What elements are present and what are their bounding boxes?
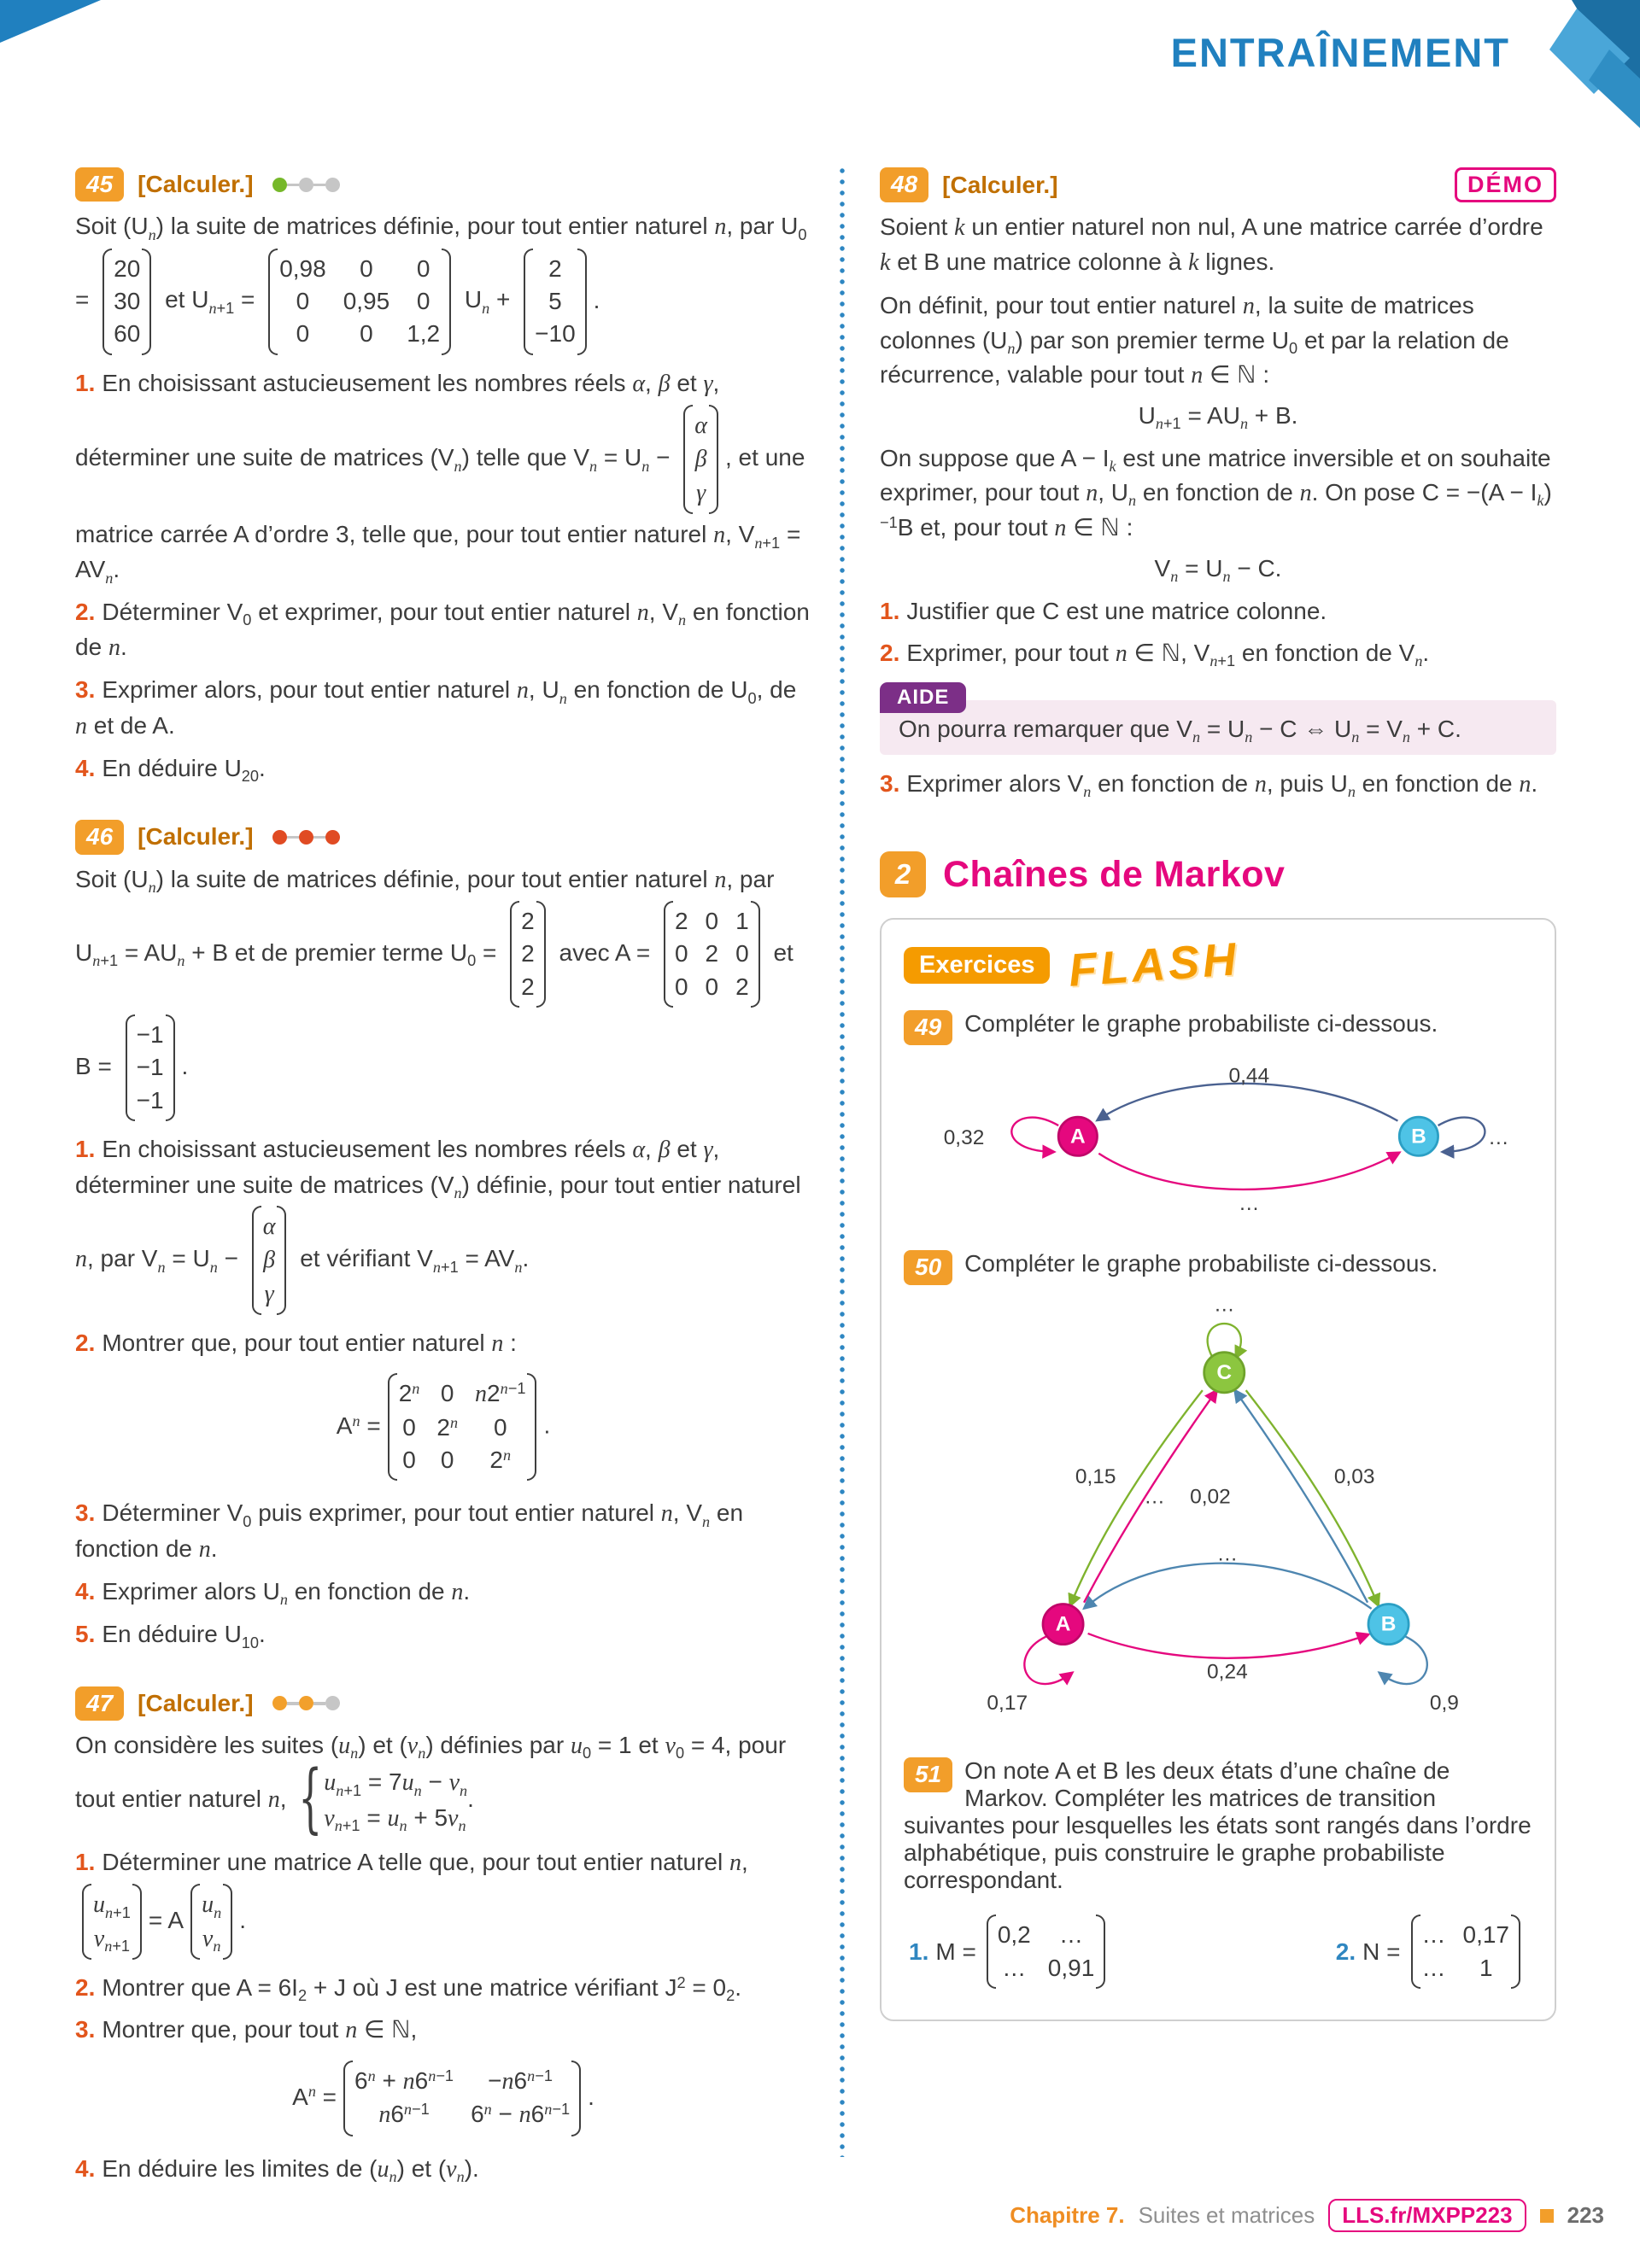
exercise-50-text: Compléter le graphe probabiliste ci-dessous. bbox=[964, 1250, 1438, 1277]
matrix-cell: 0 bbox=[402, 1447, 416, 1474]
text-run: . bbox=[593, 286, 600, 313]
matrix-cell: 2$^n$ bbox=[436, 1413, 459, 1441]
self-loop-b bbox=[1438, 1118, 1485, 1152]
exercise-47-q4 bbox=[75, 2152, 811, 2187]
text-run: Montrer que $A = 6I_2 + J$ où J est une matrice vérifiant $J^2 = 0_2$. bbox=[102, 1974, 742, 2005]
exercise-46-equation bbox=[75, 1370, 811, 1484]
aide-label: AIDE bbox=[880, 682, 966, 713]
exercise-51-text: On note A et B les deux états d’une chaîne de Markov. Compléter les matrices de transition suivantes pour lesquelles les états sont rangés dans l’ordre alphabétique, puis construire le graphe probabiliste correspondant. bbox=[904, 1757, 1532, 1894]
exercise-47-q2 bbox=[75, 1971, 811, 2005]
exercise-45-q4 bbox=[75, 751, 811, 786]
matrix-cell: 0 bbox=[440, 1447, 454, 1474]
exercise-45 bbox=[75, 167, 811, 786]
question-number: 2. bbox=[880, 639, 900, 666]
exercise-50 bbox=[904, 1250, 1532, 1728]
text-run: En déduire $U_{20}$. bbox=[102, 755, 266, 786]
matrix-m bbox=[987, 1914, 1105, 1989]
difficulty-dot bbox=[325, 178, 340, 192]
text-run: = A bbox=[148, 1907, 184, 1934]
matrix-cell: … bbox=[1002, 1954, 1027, 1981]
right-column bbox=[880, 167, 1556, 2021]
text-run: Exprimer alors $V_n$ en fonction de n, puis $U_n$ en fonction de n. bbox=[906, 770, 1538, 801]
text-run: . bbox=[239, 1907, 246, 1934]
aide-text: On pourra remarquer que $V_n = U_n - C$ ⇔ $U_n = V_n + C$. bbox=[899, 716, 1461, 746]
matrix-an bbox=[343, 2060, 581, 2136]
exercise-48-q3 bbox=[880, 767, 1556, 802]
exercise-45-q2 bbox=[75, 595, 811, 666]
edge-c-to-a bbox=[1071, 1391, 1203, 1605]
text-run: Justifier que C est une matrice colonne. bbox=[906, 597, 1327, 624]
text-run: et $U_{n+1}$ = bbox=[165, 286, 255, 317]
text-run: , et une matrice carrée A d’ordre 3, telle que, pour tout entier naturel n, $V_{n+1} = AV_n$. bbox=[75, 444, 805, 587]
method-tag: [Calculer.] bbox=[138, 1689, 254, 1716]
matrix-cell: 0 bbox=[296, 287, 310, 314]
question-number: 3. bbox=[75, 1499, 96, 1527]
matrix-cell: 0 bbox=[674, 940, 688, 967]
text-run: Déterminer $V_0$ et exprimer, pour tout entier naturel n, $V_n$ en fonction de n. bbox=[75, 598, 810, 662]
exercise-number-badge: 45 bbox=[75, 167, 124, 202]
matrix-cell: $u_n$ bbox=[202, 1891, 222, 1921]
text-run: $U_n$ + bbox=[464, 286, 511, 317]
edge-b-to-a bbox=[1086, 1564, 1372, 1609]
exercise-46-header bbox=[75, 820, 811, 854]
exercise-number-badge: 47 bbox=[75, 1686, 124, 1721]
node-c-label: C bbox=[1216, 1361, 1233, 1385]
exercise-49 bbox=[904, 1010, 1532, 1221]
exercise-46-q2 bbox=[75, 1326, 811, 1361]
text-run: et vérifiant $V_{n+1} = AV_n$. bbox=[300, 1245, 530, 1276]
text-run: . bbox=[588, 2083, 594, 2110]
page-header-title: ENTRAÎNEMENT bbox=[1170, 30, 1510, 75]
text-run: Montrer que, pour tout n ∈ ℕ, bbox=[102, 2016, 418, 2044]
equation-system bbox=[312, 1763, 467, 1838]
edge-label-b-to-a: 0,44 bbox=[1228, 1064, 1270, 1088]
loop-label-a: 0,32 bbox=[943, 1126, 985, 1150]
exercise-48-q1 bbox=[880, 594, 1556, 628]
exercise-number-badge: 50 bbox=[904, 1250, 952, 1284]
text-run: On considère les suites $(u_n)$ et $(v_n)$ définies par $u_0 = 1$ et $v_0 = 4$, pour tout entier naturel n, bbox=[75, 1731, 787, 1813]
matrix-cell: 2 bbox=[674, 907, 688, 934]
matrix-cell: $6^n - n6^{n-1}$ bbox=[471, 2101, 571, 2129]
matrix-cell: 0 bbox=[705, 907, 719, 934]
matrix-cell: γ bbox=[264, 1280, 274, 1307]
edge-c-to-b bbox=[1246, 1391, 1378, 1605]
matrix-cell: β bbox=[694, 446, 707, 473]
matrix-cell: 0,98 bbox=[279, 254, 326, 282]
question-number: 1. bbox=[880, 597, 900, 624]
loop-label-b: … bbox=[1488, 1126, 1509, 1150]
difficulty-dot bbox=[272, 178, 287, 192]
difficulty-indicator bbox=[272, 178, 340, 192]
matrix-a bbox=[268, 248, 451, 355]
matrix-cell: 0,17 bbox=[1462, 1921, 1509, 1949]
equation-lhs: $A^n$ = bbox=[336, 1412, 381, 1439]
matrix-cell: 2 bbox=[521, 973, 535, 1000]
matrix-b bbox=[524, 248, 587, 355]
matrix-cell: 0,91 bbox=[1047, 1954, 1095, 1981]
matrix-a bbox=[664, 901, 760, 1008]
edge-label-b-to-c: 0,02 bbox=[1190, 1485, 1231, 1509]
method-tag: [Calculer.] bbox=[138, 823, 254, 850]
edge-label-a-to-b: 0,24 bbox=[1207, 1661, 1248, 1685]
self-loop-a bbox=[1011, 1118, 1058, 1152]
matrix-cell: … bbox=[1059, 1921, 1084, 1949]
demo-badge: DÉMO bbox=[1455, 167, 1556, 202]
matrix-cell: 5 bbox=[548, 287, 562, 314]
section-title: Chaînes de Markov bbox=[943, 853, 1286, 895]
exercise-48-header bbox=[880, 167, 1556, 202]
flash-title: FLASH bbox=[1067, 933, 1242, 997]
matrix-cell: 0 bbox=[360, 320, 373, 348]
question-number: 1. bbox=[909, 1938, 929, 1965]
lls-link-badge[interactable]: LLS.fr/MXPP223 bbox=[1328, 2199, 1526, 2232]
question-number: 1. bbox=[75, 1849, 96, 1875]
matrix-cell: 2 bbox=[521, 907, 535, 934]
exercise-47-q3 bbox=[75, 2013, 811, 2048]
node-b-label: B bbox=[1380, 1613, 1397, 1637]
exercise-47-equation bbox=[75, 2057, 811, 2140]
exercise-48 bbox=[880, 167, 1556, 802]
text-run: Exprimer alors, pour tout entier naturel n, $U_n$ en fonction de $U_0$, de n et de A. bbox=[75, 676, 797, 739]
loop-label-c: … bbox=[1214, 1294, 1235, 1318]
method-tag: [Calculer.] bbox=[942, 171, 1058, 198]
exercise-49-text: Compléter le graphe probabiliste ci-dessous. bbox=[964, 1010, 1438, 1038]
text-run: En choisissant astucieusement les nombres réels α, β et γ, déterminer une suite de matrices $(V_n)$ telle que $V_n = U_n$ − bbox=[75, 369, 720, 475]
exercise-45-q1 bbox=[75, 366, 811, 587]
difficulty-dot bbox=[299, 1696, 313, 1710]
matrix-cell: 2 bbox=[521, 940, 535, 967]
edge-label-a-to-c: … bbox=[1144, 1485, 1165, 1509]
matrix-cell: −1 bbox=[136, 1021, 164, 1049]
question-number: 2. bbox=[75, 1329, 96, 1356]
matrix-cell: 0 bbox=[360, 254, 373, 282]
exercise-number-badge: 49 bbox=[904, 1010, 952, 1044]
exercise-46-q5 bbox=[75, 1617, 811, 1651]
matrix-cell: 0 bbox=[402, 1413, 416, 1441]
exercise-46-intro bbox=[75, 862, 811, 1125]
text-run: . bbox=[543, 1412, 551, 1439]
matrix-cell: α bbox=[262, 1213, 276, 1240]
exercise-48-equation-2: $V_n = U_n - C$. bbox=[1154, 554, 1282, 585]
section-header-markov bbox=[880, 851, 1556, 897]
matrix-cell: $6^n + n6^{n-1}$ bbox=[354, 2066, 454, 2095]
edge-b-to-a bbox=[1098, 1084, 1397, 1121]
text-run: Exprimer, pour tout n ∈ ℕ, $V_{n+1}$ en fonction de $V_n$. bbox=[906, 639, 1430, 670]
matrix-m-item bbox=[909, 1911, 1112, 1992]
difficulty-indicator bbox=[272, 830, 340, 845]
exercise-48-p2: On définit, pour tout entier naturel n, la suite de matrices colonnes $(U_n)$ par son premier terme $U_0$ et par la relation de récurrence, valable pour tout n ∈ ℕ : bbox=[880, 291, 1509, 389]
text-run: . bbox=[181, 1052, 189, 1079]
equation-lhs: $A^n$ = bbox=[292, 2083, 337, 2110]
loop-label-b: 0,9 bbox=[1429, 1692, 1459, 1716]
loop-label-a: 0,17 bbox=[987, 1692, 1028, 1716]
column-separator bbox=[840, 167, 845, 2157]
probability-graph-49 bbox=[923, 1051, 1513, 1218]
exercise-46 bbox=[75, 820, 811, 1651]
matrix-cell: 1 bbox=[735, 907, 749, 934]
question-number: 4. bbox=[75, 2154, 96, 2182]
matrix-cell: … bbox=[1421, 1921, 1446, 1949]
matrix-cell: γ bbox=[696, 479, 706, 506]
matrix-n-lhs: N = bbox=[1362, 1938, 1401, 1965]
question-number: 3. bbox=[75, 2016, 96, 2043]
exercise-46-q4 bbox=[75, 1575, 811, 1610]
method-tag: [Calculer.] bbox=[138, 171, 254, 198]
exercices-badge: Exercices bbox=[904, 947, 1050, 984]
exercise-48-p3: On suppose que $A - I_k$ est une matrice inversible et on souhaite exprimer, pour tout n, $U_n$ en fonction de n. On pose $C = -(A - I_k)^{-1}B$ et, pour tout n ∈ ℕ : bbox=[880, 444, 1552, 542]
question-number: 4. bbox=[75, 755, 96, 782]
matrix-cell: 2 bbox=[705, 940, 719, 967]
text-run: Déterminer une matrice A telle que, pour tout entier naturel n, bbox=[102, 1849, 748, 1876]
matrix-cell: 0,2 bbox=[997, 1921, 1031, 1949]
exercise-51 bbox=[904, 1757, 1532, 1992]
matrix-cell: $n2^{n-1}$ bbox=[475, 1380, 526, 1408]
matrix-greek bbox=[252, 1206, 287, 1315]
edge-b-to-c bbox=[1236, 1392, 1368, 1603]
exercise-46-q1 bbox=[75, 1132, 811, 1318]
matrix-n-item bbox=[1336, 1911, 1527, 1992]
node-b-label: B bbox=[1411, 1125, 1426, 1149]
footer-square-decoration bbox=[1540, 2209, 1554, 2223]
question-number: 3. bbox=[880, 770, 900, 798]
matrix-cell: 0 bbox=[296, 320, 310, 348]
edge-a-to-b bbox=[1098, 1154, 1397, 1190]
matrix-cell: 0 bbox=[416, 254, 430, 282]
exercise-number-badge: 46 bbox=[75, 820, 124, 854]
matrix-cell: $u_{n+1}$ bbox=[93, 1891, 131, 1921]
difficulty-dot bbox=[325, 1696, 340, 1710]
matrix-cell: 2$^n$ bbox=[489, 1446, 512, 1474]
exercise-47-q1 bbox=[75, 1845, 811, 1963]
exercise-45-header bbox=[75, 167, 811, 202]
text-run: En choisissant astucieusement les nombres réels α, β et γ, déterminer une suite de matrices $(V_n)$ définie, pour tout entier naturel n, par $V_n = U_n$ − bbox=[75, 1136, 801, 1276]
matrix-n bbox=[1411, 1914, 1521, 1989]
edge-label-c-to-b: 0,03 bbox=[1333, 1465, 1375, 1489]
text-run: Montrer que, pour tout entier naturel n : bbox=[102, 1329, 517, 1357]
section-number-badge: 2 bbox=[880, 851, 926, 897]
matrix-cell: 1 bbox=[1479, 1954, 1493, 1981]
text-run: avec A = bbox=[559, 938, 651, 966]
text-run: et B = bbox=[75, 938, 794, 1079]
edge-label-a-to-b: … bbox=[1239, 1192, 1260, 1216]
matrix-cell: 2 bbox=[735, 973, 749, 1000]
edge-label-c-to-a: 0,15 bbox=[1075, 1465, 1116, 1489]
exercise-48-equation-1: $U_{n+1} = AU_n + B$. bbox=[1138, 401, 1298, 432]
matrix-cell: 0 bbox=[735, 940, 749, 967]
text-run: Exprimer alors $U_n$ en fonction de n. bbox=[102, 1578, 471, 1609]
matrix-cell: 1,2 bbox=[407, 320, 441, 348]
difficulty-dot bbox=[272, 830, 287, 845]
chapter-title: Suites et matrices bbox=[1138, 2202, 1315, 2228]
page-footer bbox=[1010, 2199, 1604, 2232]
exercise-47 bbox=[75, 1686, 811, 2187]
exercise-48-p1: Soient k un entier naturel non nul, A une matrice carrée d’ordre k et B une matrice colonne à k lignes. bbox=[880, 213, 1543, 277]
matrix-cell: $v_n$ bbox=[202, 1925, 221, 1955]
difficulty-dot bbox=[299, 178, 313, 192]
exercise-45-q3 bbox=[75, 673, 811, 744]
text-run: En déduire les limites de $(u_n)$ et $(v_n)$. bbox=[102, 2154, 479, 2185]
exercise-47-intro bbox=[75, 1728, 811, 1838]
question-number: 1. bbox=[75, 1136, 96, 1163]
exercise-51-matrices bbox=[904, 1911, 1532, 1992]
question-number: 2. bbox=[75, 1974, 96, 2002]
left-column bbox=[75, 167, 811, 2221]
matrix-u0 bbox=[102, 248, 151, 355]
edge-a-to-b bbox=[1088, 1634, 1368, 1658]
text-run: Déterminer $V_0$ puis exprimer, pour tout entier naturel n, $V_n$ en fonction de n. bbox=[75, 1499, 744, 1563]
aide-box bbox=[880, 686, 1556, 755]
page-number: 223 bbox=[1567, 2202, 1604, 2228]
brand-logo bbox=[1527, 0, 1640, 128]
matrix-cell: 0 bbox=[493, 1413, 507, 1441]
matrix-u0 bbox=[510, 901, 546, 1008]
question-number: 3. bbox=[75, 676, 96, 704]
matrix-cell: $n6^{n-1}$ bbox=[378, 2101, 430, 2129]
matrix-cell: $v_{n+1}$ bbox=[93, 1925, 131, 1955]
matrix-cell: −10 bbox=[535, 320, 576, 348]
text-run: . bbox=[467, 1786, 474, 1812]
flash-exercises-box bbox=[880, 918, 1556, 2021]
matrix-cell: $v_{n+1} = u_n + 5v_n$ bbox=[324, 1803, 466, 1834]
matrix-cell: β bbox=[263, 1247, 276, 1274]
matrix-an bbox=[388, 1373, 537, 1481]
difficulty-indicator bbox=[272, 1696, 340, 1710]
exercise-45-intro bbox=[75, 209, 811, 358]
matrix-greek bbox=[683, 405, 718, 514]
question-number: 2. bbox=[75, 598, 96, 625]
matrix-cell: α bbox=[694, 412, 707, 439]
matrix-cell: −1 bbox=[136, 1086, 164, 1114]
matrix-cell: 0 bbox=[416, 287, 430, 314]
exercise-47-header bbox=[75, 1686, 811, 1721]
text-run: Soit $(U_n)$ la suite de matrices définie, pour tout entier naturel n, par $U_{n+1} = AU_n + B$ et de premier terme $U_0$ = bbox=[75, 865, 775, 970]
matrix-b bbox=[126, 1014, 175, 1121]
matrix-cell: 0,95 bbox=[343, 287, 390, 314]
matrix-cell: { $u_{n+1} = 7u_n - v_n$ bbox=[324, 1768, 468, 1799]
matrix-col-np1 bbox=[82, 1884, 142, 1960]
matrix-cell: 2$^n$ bbox=[398, 1380, 420, 1407]
question-number: 1. bbox=[75, 369, 96, 396]
matrix-cell: 30 bbox=[114, 287, 141, 314]
exercise-46-q3 bbox=[75, 1496, 811, 1567]
matrix-cell: 60 bbox=[114, 320, 141, 348]
exercise-number-badge: 48 bbox=[880, 167, 928, 202]
matrix-m-lhs: M = bbox=[935, 1938, 976, 1965]
matrix-col-n bbox=[190, 1884, 232, 1960]
matrix-cell: 20 bbox=[114, 254, 141, 282]
matrix-cell: 0 bbox=[674, 973, 688, 1000]
matrix-cell: −1 bbox=[136, 1054, 164, 1081]
chapter-label: Chapitre 7. bbox=[1010, 2202, 1125, 2228]
question-number: 2. bbox=[1335, 1938, 1356, 1965]
difficulty-dot bbox=[272, 1696, 287, 1710]
matrix-cell: 0 bbox=[440, 1380, 454, 1407]
edge-label-b-to-a: … bbox=[1216, 1543, 1239, 1567]
node-a-label: A bbox=[1070, 1125, 1086, 1149]
probability-graph-50 bbox=[923, 1291, 1513, 1725]
text-run: En déduire $U_{10}$. bbox=[102, 1621, 266, 1651]
exercise-number-badge: 51 bbox=[904, 1757, 952, 1792]
exercise-48-q2 bbox=[880, 636, 1556, 671]
matrix-cell: $-n6^{n-1}$ bbox=[488, 2066, 553, 2095]
matrix-cell: 0 bbox=[705, 973, 719, 1000]
node-a-label: A bbox=[1055, 1613, 1071, 1637]
text-run: Soit $(U_n)$ la suite de matrices définie, pour tout entier naturel n, par $U_0$ = bbox=[75, 213, 807, 313]
corner-decoration bbox=[0, 0, 101, 43]
flash-header bbox=[904, 933, 1532, 997]
question-number: 5. bbox=[75, 1621, 96, 1648]
matrix-cell: 2 bbox=[548, 254, 562, 282]
difficulty-dot bbox=[325, 830, 340, 845]
question-number: 4. bbox=[75, 1578, 96, 1605]
difficulty-dot bbox=[299, 830, 313, 845]
matrix-cell: … bbox=[1421, 1954, 1446, 1981]
